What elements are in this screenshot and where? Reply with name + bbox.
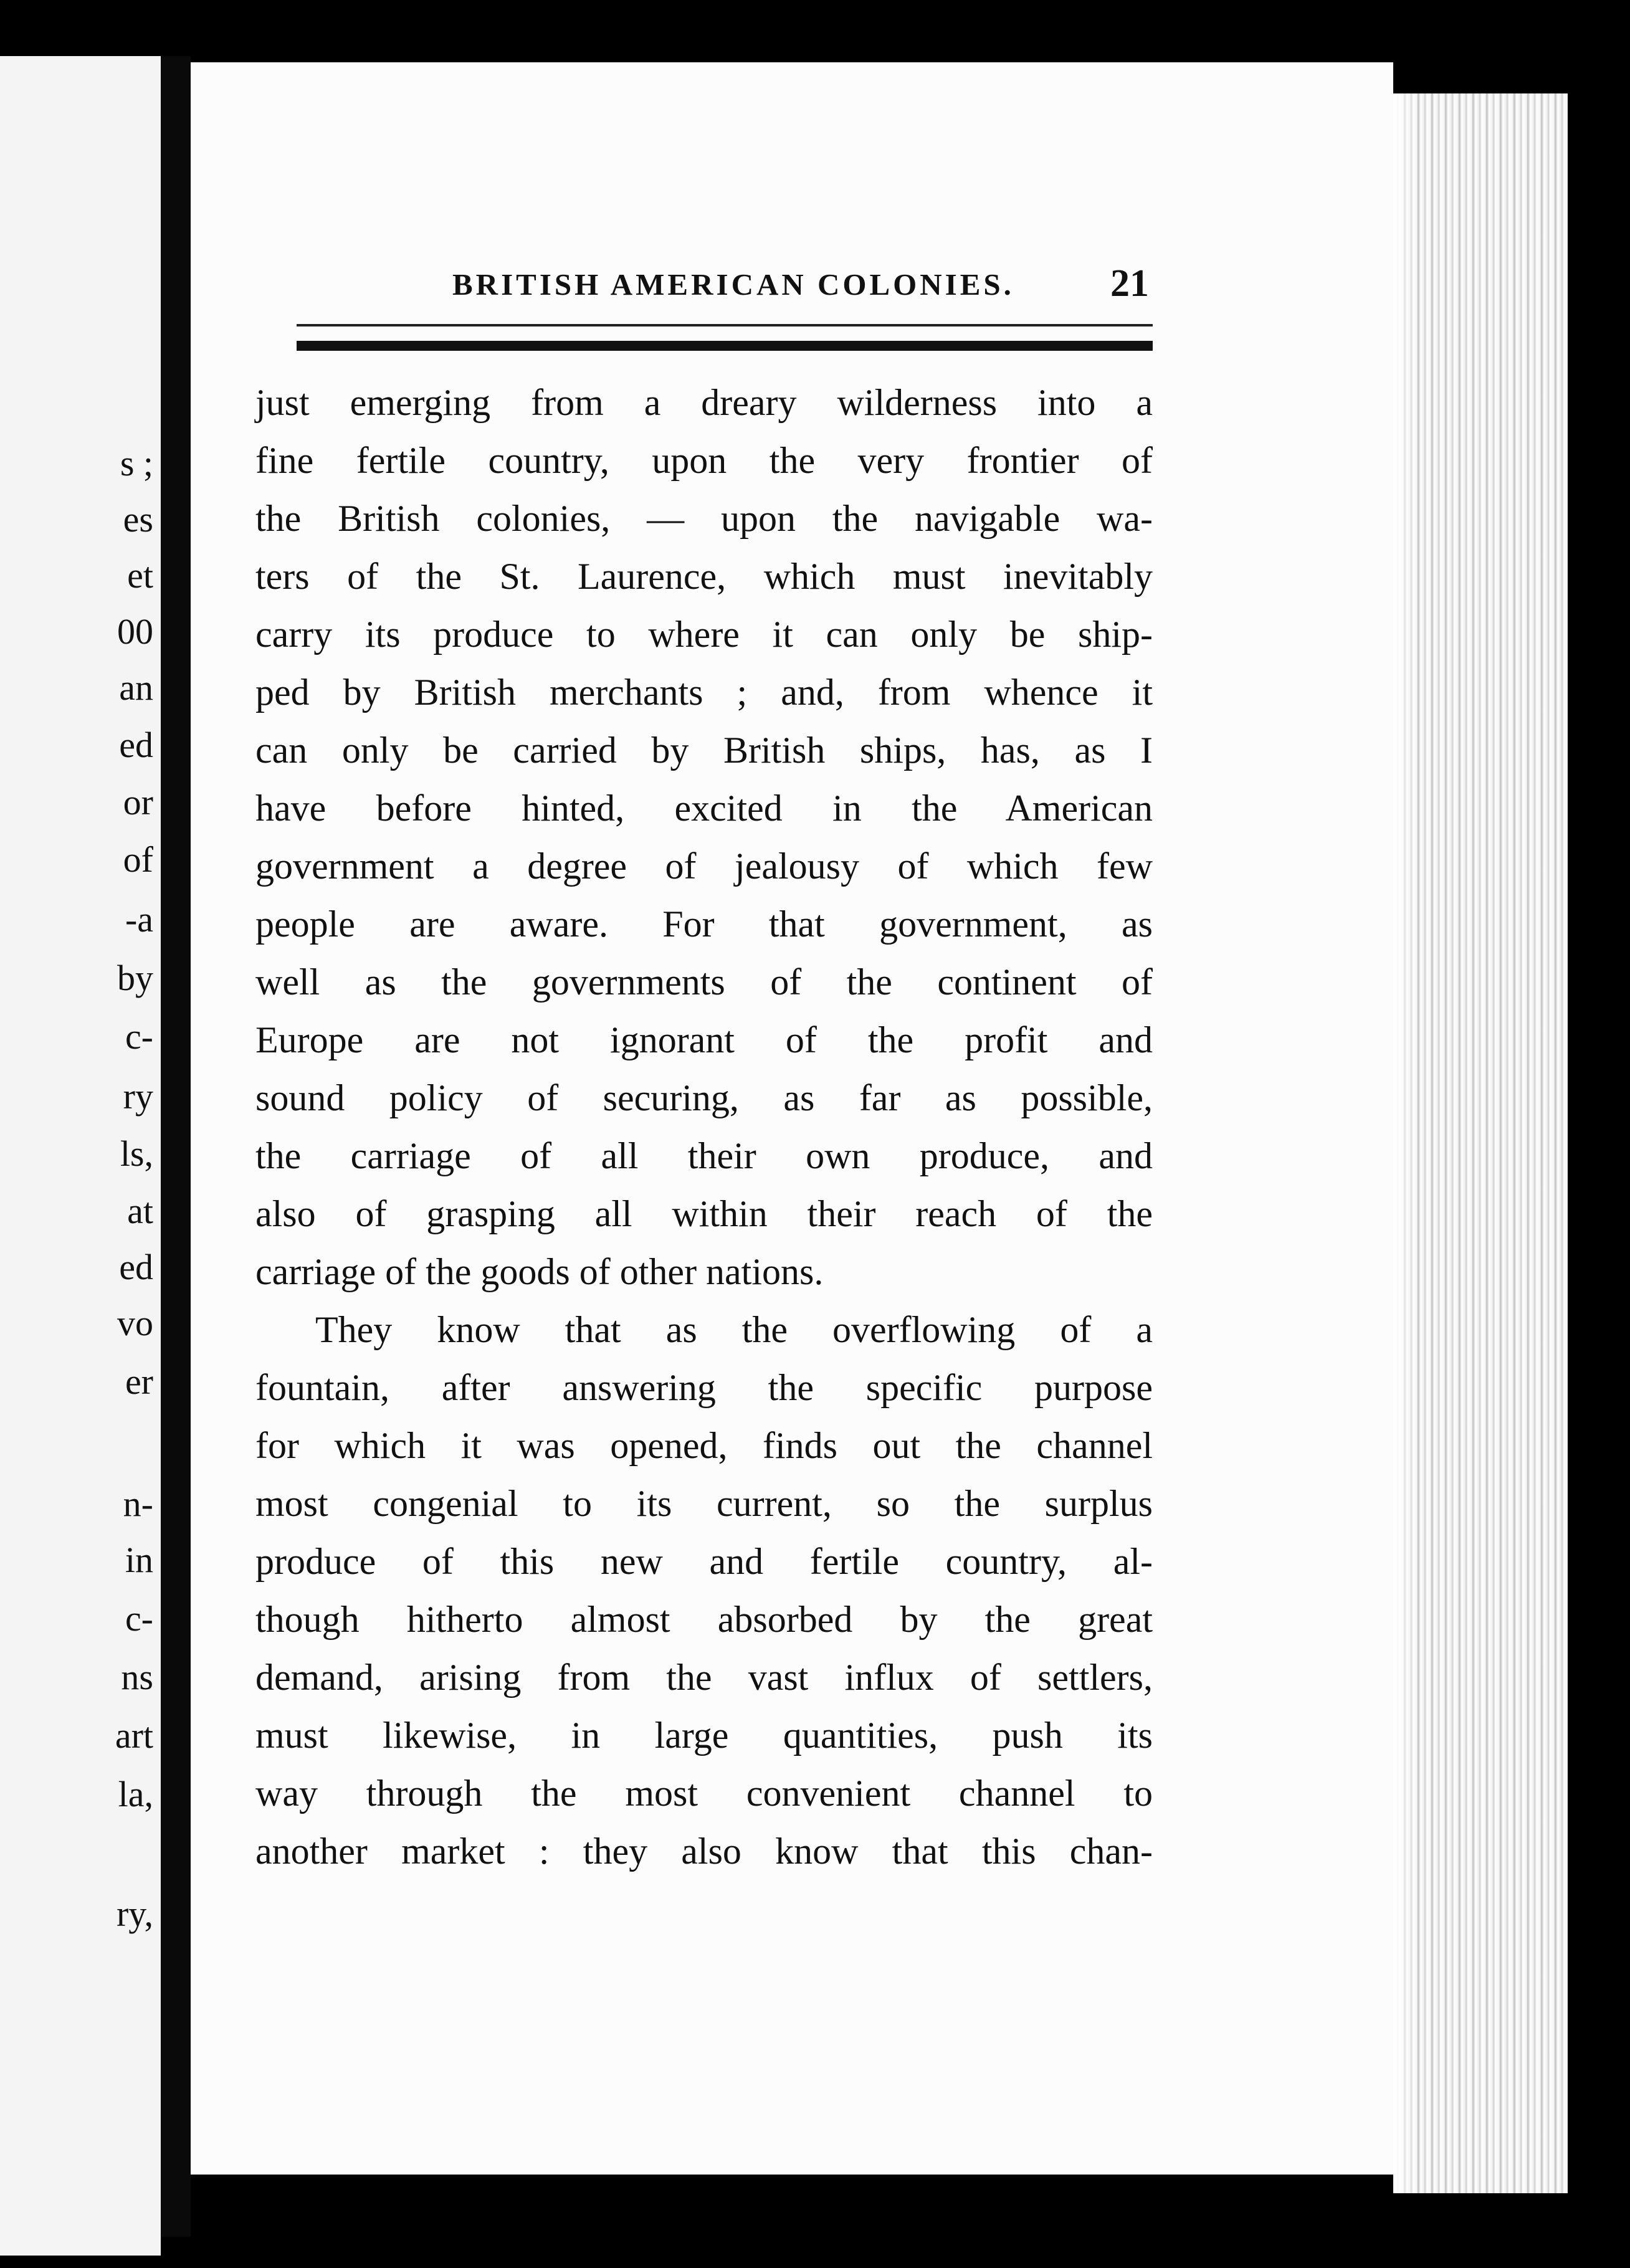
text-line: sound policy of securing, as far as possible, bbox=[255, 1077, 1153, 1118]
left-fragment: vo bbox=[117, 1303, 153, 1343]
left-fragment: by bbox=[117, 958, 153, 998]
page-edge-shade bbox=[1393, 93, 1418, 2193]
text-line: ped by British merchants ; and, from whence it bbox=[255, 672, 1153, 713]
left-fragment: la, bbox=[118, 1774, 153, 1814]
left-fragment: in bbox=[125, 1540, 153, 1580]
paragraph-1 bbox=[255, 374, 1153, 1301]
left-fragment: n- bbox=[123, 1484, 153, 1524]
left-fragment: ed bbox=[119, 725, 153, 765]
header-rule-thin bbox=[297, 324, 1153, 326]
text-line: well as the governments of the continent of bbox=[255, 961, 1153, 1003]
text-line: carry its produce to where it can only be ship- bbox=[255, 614, 1153, 655]
left-fragment: an bbox=[119, 667, 153, 708]
text-line: most congenial to its current, so the surplus bbox=[255, 1483, 1153, 1524]
text-line: the carriage of all their own produce, and bbox=[255, 1135, 1153, 1176]
text-line: ters of the St. Laurence, which must inevitably bbox=[255, 556, 1153, 597]
left-fragment: es bbox=[123, 499, 153, 540]
left-fragment: -a bbox=[125, 899, 153, 940]
text-line: have before hinted, excited in the American bbox=[255, 788, 1153, 829]
paragraph-2 bbox=[255, 1301, 1153, 1880]
text-line: people are aware. For that government, as bbox=[255, 903, 1153, 945]
text-line: just emerging from a dreary wilderness into a bbox=[255, 382, 1153, 423]
running-head: BRITISH AMERICAN COLONIES. bbox=[452, 267, 1014, 302]
text-line: government a degree of jealousy of which few bbox=[255, 846, 1153, 887]
text-line: for which it was opened, finds out the channel bbox=[255, 1425, 1153, 1466]
left-fragment: er bbox=[125, 1361, 153, 1402]
text-line: They know that as the overflowing of a bbox=[315, 1309, 1153, 1350]
text-line: also of grasping all within their reach of the bbox=[255, 1193, 1153, 1234]
text-line: fine fertile country, upon the very frontier of bbox=[255, 440, 1153, 481]
left-fragment: at bbox=[127, 1191, 153, 1231]
left-fragment: s ; bbox=[120, 443, 153, 484]
text-line: carriage of the goods of other nations. bbox=[255, 1251, 824, 1292]
left-fragment: or bbox=[123, 782, 153, 822]
left-facing-page bbox=[0, 56, 161, 2256]
text-line: way through the most convenient channel to bbox=[255, 1773, 1153, 1814]
text-line: demand, arising from the vast influx of settlers, bbox=[255, 1657, 1153, 1698]
left-fragment: et bbox=[127, 555, 153, 596]
left-fragment: ed bbox=[119, 1247, 153, 1287]
page-edges bbox=[1393, 93, 1568, 2193]
page-number: 21 bbox=[1110, 262, 1149, 305]
text-line: another market : they also know that this chan- bbox=[255, 1831, 1153, 1872]
left-fragment: ls, bbox=[120, 1133, 153, 1174]
text-line: Europe are not ignorant of the profit and bbox=[255, 1019, 1153, 1060]
left-fragment: 00 bbox=[117, 611, 153, 652]
text-line: must likewise, in large quantities, push its bbox=[255, 1715, 1153, 1756]
left-fragment: art bbox=[115, 1715, 153, 1756]
body-text bbox=[255, 374, 1153, 1880]
left-fragment: ns bbox=[121, 1657, 153, 1697]
left-fragment: c- bbox=[125, 1598, 153, 1639]
left-fragment: ry bbox=[123, 1076, 153, 1117]
text-line: fountain, after answering the specific purpose bbox=[255, 1367, 1153, 1408]
left-fragment: ry, bbox=[116, 1894, 153, 1934]
text-line: though hitherto almost absorbed by the great bbox=[255, 1599, 1153, 1640]
left-fragment: of bbox=[123, 839, 153, 880]
book-gutter bbox=[161, 56, 191, 2237]
left-fragment: c- bbox=[125, 1016, 153, 1057]
header-rule-thick bbox=[297, 341, 1153, 351]
text-line: the British colonies, — upon the navigable wa- bbox=[255, 498, 1153, 539]
text-line: produce of this new and fertile country, al- bbox=[255, 1541, 1153, 1582]
text-line: can only be carried by British ships, has, as I bbox=[255, 730, 1153, 771]
